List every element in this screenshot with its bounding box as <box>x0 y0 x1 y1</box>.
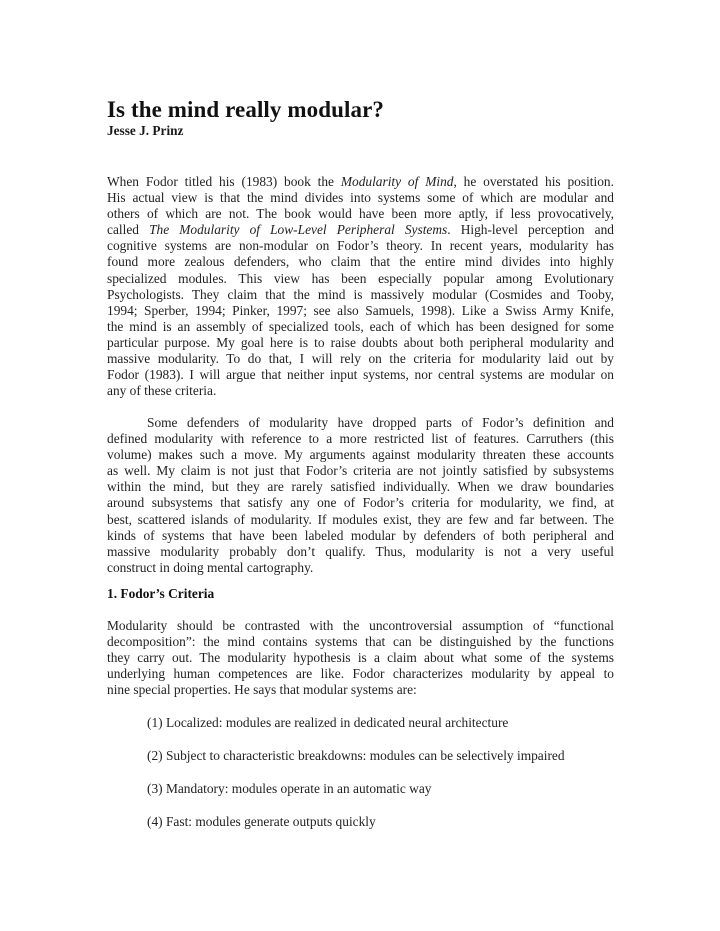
paragraph-line: Psychologists. They claim that the mind is massively modular (Cosmides and Tooby, <box>107 286 614 302</box>
paragraph-line: cognitive systems are non-modular on Fodor’s theory. In recent years, modularity has <box>107 238 614 254</box>
italic-title: Modularity of Mind <box>340 174 454 189</box>
paragraph-line: Some defenders of modularity have dropped parts of Fodor’s definition and <box>147 415 614 430</box>
paragraph-line: When Fodor titled his (1983) book the Modularity of Mind, he overstated his position. <box>107 174 614 189</box>
criterion-item: (2) Subject to characteristic breakdowns: modules can be selectively impaired <box>147 748 565 763</box>
paragraph-line: volume) makes such a move. My arguments against modularity threaten these accounts <box>107 447 614 463</box>
paragraph-line: massive modularity probably don’t qualify. Thus, modularity is not a very useful <box>107 543 614 559</box>
paragraph-line: defined modularity with reference to a more restricted list of features. Carruthers (this <box>107 431 614 447</box>
criterion-item: (4) Fast: modules generate outputs quickly <box>147 814 376 829</box>
paragraph-line: His actual view is that the mind divides into systems some of which are modular and <box>107 190 614 206</box>
paragraph-line: best, scattered islands of modularity. If modules exist, they are few and far between. The <box>107 511 614 527</box>
paragraph-line: Fodor (1983). I will argue that neither input systems, nor central systems are modular on <box>107 367 614 383</box>
paragraph-line: Modularity should be contrasted with the uncontroversial assumption of “functional <box>107 618 614 633</box>
paper-title: Is the mind really modular? <box>107 97 385 123</box>
author-name: Jesse J. Prinz <box>107 123 184 138</box>
paragraph-line: as well. My claim is not just that Fodor’s criteria are not jointly satisfied by subsystems <box>107 463 614 479</box>
paragraph-line: massive modularity. To do that, I will rely on the criteria for modularity laid out by <box>107 351 614 367</box>
paragraph-line: particular purpose. My goal here is to raise doubts about both peripheral modularity and <box>107 334 614 350</box>
paragraph-line: decomposition”: the mind contains systems that can be distinguished by the functions <box>107 634 614 650</box>
paragraph-line: kinds of systems that have been labeled modular by defenders of both peripheral and <box>107 527 614 543</box>
paragraph-line: the mind is an assembly of specialized tools, each of which has been designed for some <box>107 318 614 334</box>
paragraph-line: called The Modularity of Low-Level Peripheral Systems. High-level perception and <box>107 222 614 238</box>
paragraph-line: underlying human competences are like. Fodor characterizes modularity by appeal to <box>107 666 614 682</box>
paragraph-line: around subsystems that satisfy any one of Fodor’s criteria for modularity, we find, at <box>107 495 614 511</box>
paragraph-line: within the mind, but they are rarely satisfied individually. When we draw boundaries <box>107 479 614 495</box>
paragraph-line: construct in doing mental cartography. <box>107 559 314 575</box>
section-heading: 1. Fodor’s Criteria <box>107 586 215 601</box>
intro-paragraph-1 <box>107 174 614 399</box>
paragraph-line: any of these criteria. <box>107 383 217 399</box>
paragraph-line: found more zealous defenders, who claim that the entire mind divides into highly <box>107 254 614 270</box>
paragraph-line: they carry out. The modularity hypothesis is a claim about what some of the systems <box>107 650 614 666</box>
section-paragraph <box>107 618 614 698</box>
paragraph-line: specialized modules. This view has been especially popular among Evolutionary <box>107 270 614 286</box>
paragraph-line: nine special properties. He says that modular systems are: <box>107 682 417 698</box>
italic-title: The Modularity of Low-Level Peripheral Systems <box>149 222 448 238</box>
paragraph-line: 1994; Sperber, 1994; Pinker, 1997; see also Samuels, 1998). Like a Swiss Army Knife, <box>107 302 614 318</box>
paragraph-line: others of which are not. The book would have been more aptly, if less provocatively, <box>107 206 614 222</box>
criterion-item: (3) Mandatory: modules operate in an automatic way <box>147 781 432 796</box>
criterion-item: (1) Localized: modules are realized in dedicated neural architecture <box>147 715 509 730</box>
intro-paragraph-2 <box>107 415 614 576</box>
